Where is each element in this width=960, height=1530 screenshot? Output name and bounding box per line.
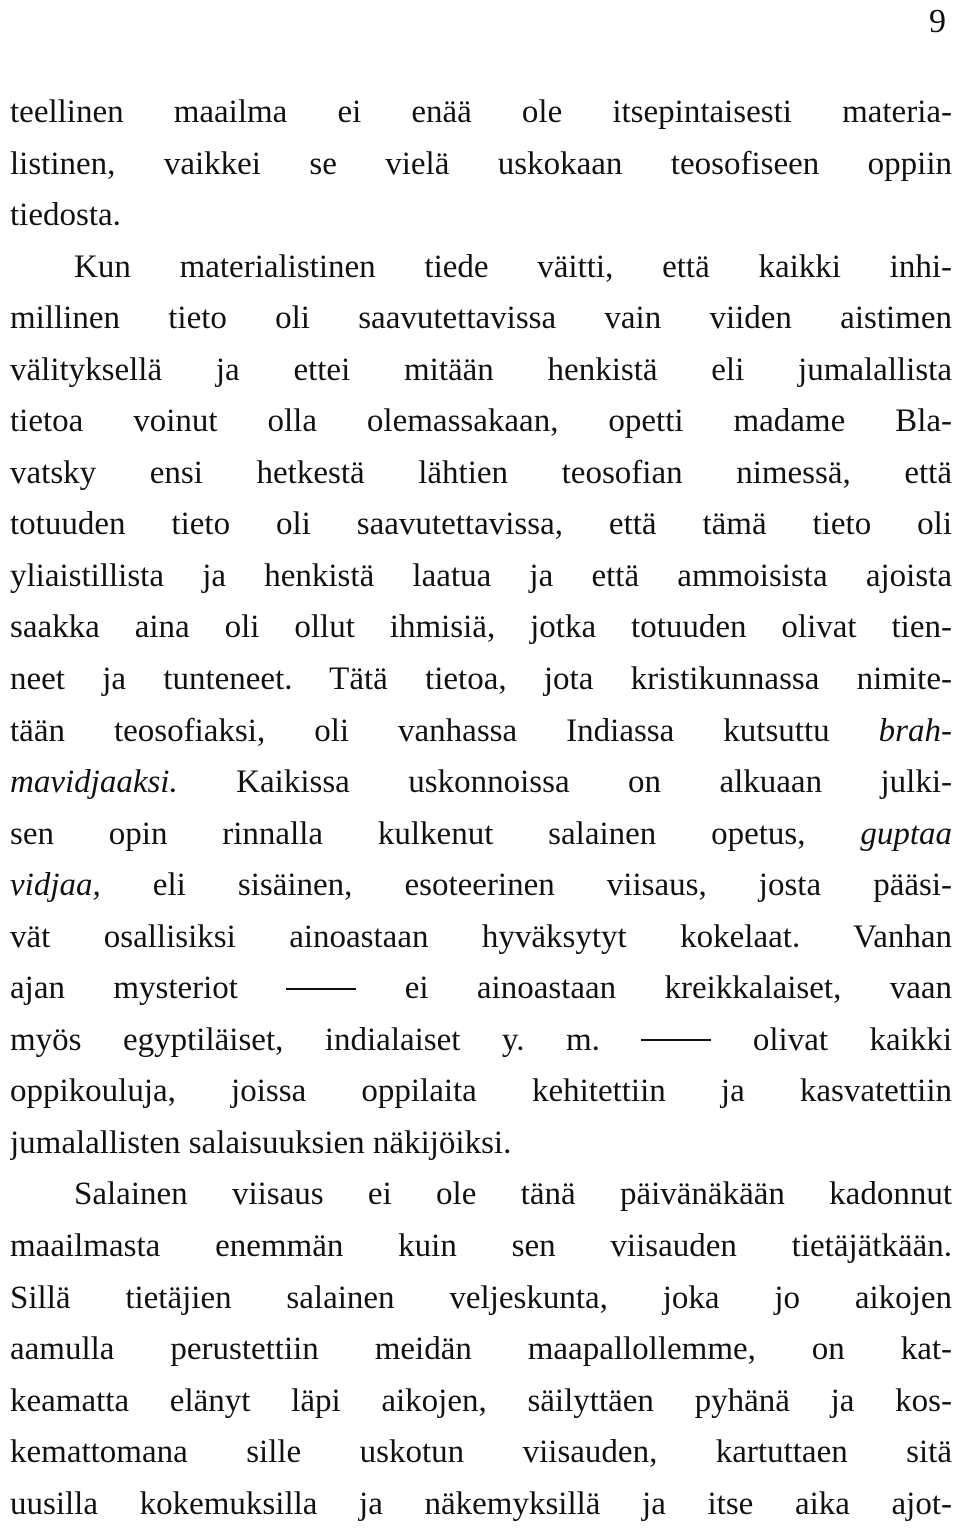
text-line <box>10 1427 952 1479</box>
text-segment: ei ainoastaan kreikkalaiset, vaan <box>356 970 952 1007</box>
text-segment: jumalallisten salaisuuksien näkijöiksi. <box>10 1124 512 1161</box>
italic-text: vidjaa, <box>10 867 101 904</box>
text-line <box>10 499 952 551</box>
text-segment: tään teosofiaksi, oli vanhassa Indiassa kutsuttu <box>10 712 879 749</box>
text-segment: eli sisäinen, esoteerinen viisaus, josta pääsi- <box>100 867 952 904</box>
text-line <box>10 396 952 448</box>
text-line <box>10 809 952 861</box>
text-segment: aamulla perustettiin meidän maapallollemme, on kat- <box>10 1331 952 1368</box>
italic-text: mavidjaaksi. <box>10 764 178 801</box>
text-line <box>10 1015 952 1067</box>
italic-text: guptaa <box>860 815 952 852</box>
text-line <box>10 1221 952 1273</box>
text-segment: listinen, vaikkei se vielä uskokaan teosofiseen oppiin <box>10 145 952 182</box>
text-line <box>10 1376 952 1428</box>
text-line <box>10 190 952 242</box>
text-segment: keamatta elänyt läpi aikojen, säilyttäen pyhänä ja kos- <box>10 1382 952 1419</box>
text-segment: millinen tieto oli saavutettavissa vain viiden aistimen <box>10 300 952 337</box>
text-segment: neet ja tunteneet. Tätä tietoa, jota kristikunnassa nimite- <box>10 661 952 698</box>
text-segment: tiedosta. <box>10 197 121 234</box>
text-line <box>10 757 952 809</box>
page-number: 9 <box>929 3 946 40</box>
text-segment: Salainen viisaus ei ole tänä päivänäkään kadonnut <box>74 1176 952 1213</box>
text-line <box>10 963 952 1015</box>
text-segment: teellinen maailma ei enää ole itsepintaisesti materia- <box>10 94 952 130</box>
em-dash <box>641 1039 711 1041</box>
text-segment: tietoa voinut olla olemassakaan, opetti madame Bla- <box>10 403 952 440</box>
em-dash <box>286 988 356 990</box>
text-line <box>10 1273 952 1325</box>
text-line <box>10 345 952 397</box>
text-line <box>10 87 952 139</box>
text-segment: Kaikissa uskonnoissa on alkuaan julki- <box>177 764 952 801</box>
text-line <box>10 1066 952 1118</box>
text-segment: oppikouluja, joissa oppilaita kehitettiin ja kasvatettiin <box>10 1073 952 1110</box>
text-line <box>10 242 952 294</box>
text-segment: yliaistillista ja henkistä laatua ja että ammoisista ajoista <box>10 557 952 594</box>
text-line <box>10 654 952 706</box>
text-segment: totuuden tieto oli saavutettavissa, että tämä tieto oli <box>10 506 952 543</box>
body-text <box>10 87 952 1530</box>
text-segment: välityksellä ja ettei mitään henkistä eli jumalallista <box>10 351 952 388</box>
text-line <box>10 293 952 345</box>
text-line <box>10 1324 952 1376</box>
text-segment: vät osallisiksi ainoastaan hyväksytyt kokelaat. Vanhan <box>10 918 952 955</box>
text-line <box>10 1169 952 1221</box>
text-segment: maailmasta enemmän kuin sen viisauden tietäjätkään. <box>10 1228 952 1265</box>
text-line <box>10 706 952 758</box>
text-segment: kemattomana sille uskotun viisauden, kartuttaen sitä <box>10 1434 952 1471</box>
text-line <box>10 1479 952 1530</box>
text-segment: uusilla kokemuksilla ja näkemyksillä ja itse aika ajot- <box>10 1485 952 1522</box>
text-line <box>10 551 952 603</box>
text-segment: ajan mysteriot <box>10 970 287 1007</box>
text-segment: Kun materialistinen tiede väitti, että kaikki inhi- <box>74 248 952 285</box>
text-line <box>10 448 952 500</box>
text-segment: vatsky ensi hetkestä lähtien teosofian nimessä, että <box>10 454 952 491</box>
text-line <box>10 1118 952 1170</box>
text-segment: myös egyptiläiset, indialaiset y. m. <box>10 1021 642 1058</box>
text-segment: sen opin rinnalla kulkenut salainen opetus, <box>10 815 861 852</box>
text-line <box>10 860 952 912</box>
text-line <box>10 602 952 654</box>
text-line <box>10 912 952 964</box>
text-segment: Sillä tietäjien salainen veljeskunta, joka jo aikojen <box>10 1279 952 1316</box>
text-line <box>10 139 952 191</box>
text-segment: olivat kaikki <box>711 1021 952 1058</box>
text-segment: saakka aina oli ollut ihmisiä, jotka totuuden olivat tien- <box>10 609 952 646</box>
italic-text: brah- <box>878 712 952 749</box>
